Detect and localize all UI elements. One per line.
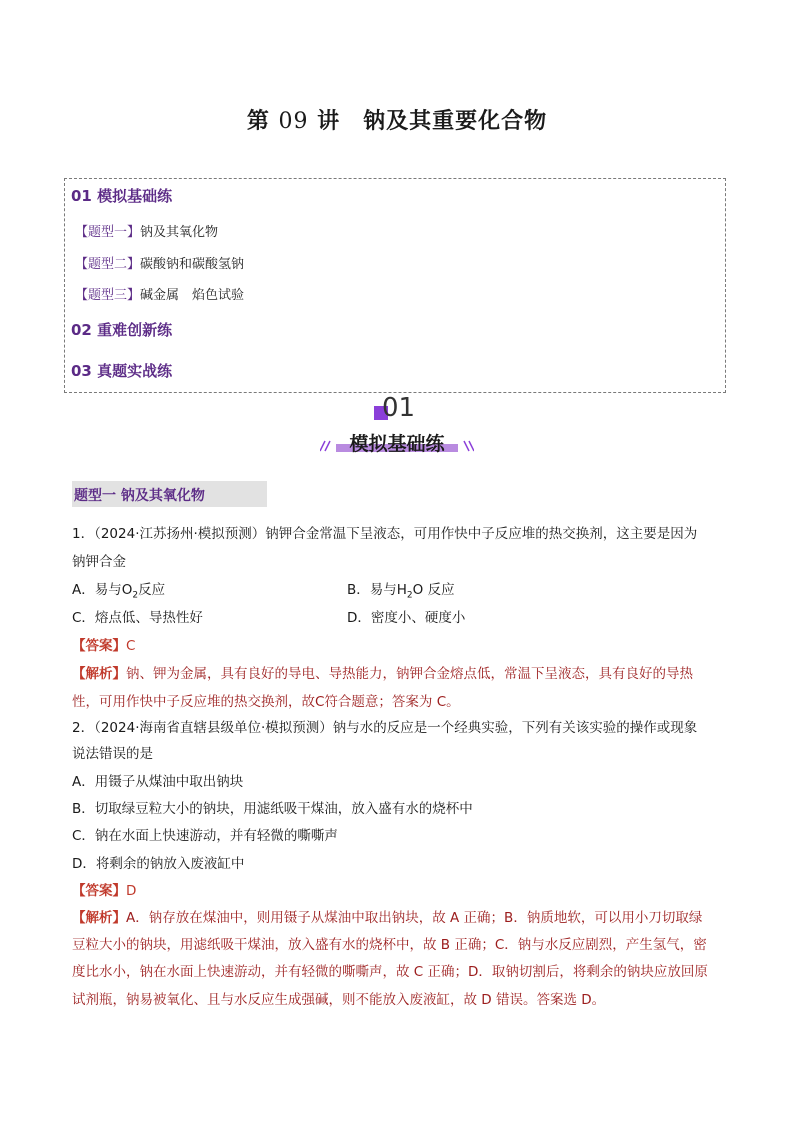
section-title: 模拟基础练 [349,433,445,455]
q2-option-a: A．用镊子从煤油中取出钠块 [72,774,244,790]
type-heading [72,481,267,507]
q1-answer: 【答案】C [72,638,136,654]
section-number: 01 [382,393,416,423]
q2-stem-line1: 2．（2024·海南省直辖县级单位·模拟预测）钠与水的反应是一个经典实验，下列有关该实验的操作或现象 [72,720,698,736]
q1-option-c: C．熔点低、导热性好 [72,610,203,626]
q1-option-d: D．密度小、硬度小 [347,610,466,626]
q1-stem-line1: 1．（2024·江苏扬州·模拟预测）钠钾合金常温下呈液态，可用作快中子反应堆的热交换剂，这主要是因为 [72,526,698,542]
q2-analysis-line1: 【解析】A．钠存放在煤油中，则用镊子从煤油中取出钠块，故 A 正确；B．钠质地软，可以用小刀切取绿 [72,910,703,926]
q2-option-c: C．钠在水面上快速游动，并有轻微的嘶嘶声 [72,828,338,844]
q1-option-b: B．易与$H_2O$ 反应 [347,582,455,601]
type-heading-label: 题型一 钠及其氧化物 [74,488,205,504]
q1-stem-line2: 钠钾合金 [72,554,126,570]
q2-answer: 【答案】D [72,883,137,899]
q2-analysis-line3: 度比水小，钠在水面上快速游动，并有轻微的嘶嘶声，故 C 正确；D．取钠切割后，将剩余的钠块应放回原 [72,964,708,980]
table-of-contents [64,178,726,393]
section-banner [320,427,474,457]
toc-section-2[interactable]: 02 重难创新练 [71,321,173,339]
q2-stem-line2: 说法错误的是 [72,746,153,762]
q2-option-d: D．将剩余的钠放入废液缸中 [72,856,245,872]
toc-item-type2[interactable]: 【题型二】碳酸钠和碳酸氢钠 [75,257,245,272]
q1-analysis-line2: 性，可用作快中子反应堆的热交换剂，故C符合题意；答案为 C。 [72,694,460,710]
q2-analysis-line2: 豆粒大小的钠块，用滤纸吸干煤油，放入盛有水的烧杯中，故 B 正确；C．钠与水反应剧烈，产生氢气，密 [72,937,707,953]
toc-item-type3[interactable]: 【题型三】碱金属 焰色试验 [75,288,245,303]
page-title: 第 09 讲 钠及其重要化合物 [246,109,548,134]
toc-section-3[interactable]: 03 真题实战练 [71,362,173,380]
q2-analysis-line4: 试剂瓶，钠易被氧化、且与水反应生成强碱，则不能放入废液缸，故 D 错误。答案选 D。 [72,992,606,1008]
q2-option-b: B．切取绿豆粒大小的钠块，用滤纸吸干煤油，放入盛有水的烧杯中 [72,801,473,817]
q1-analysis-line1: 【解析】钠、钾为金属，具有良好的导电、导热能力，钠钾合金熔点低，常温下呈液态，具有良好的导热 [72,666,693,682]
toc-item-type1[interactable]: 【题型一】钠及其氧化物 [75,225,219,240]
toc-section-1[interactable]: 01 模拟基础练 [71,187,173,205]
q1-option-a: A．易与$O_2$反应 [72,582,166,601]
